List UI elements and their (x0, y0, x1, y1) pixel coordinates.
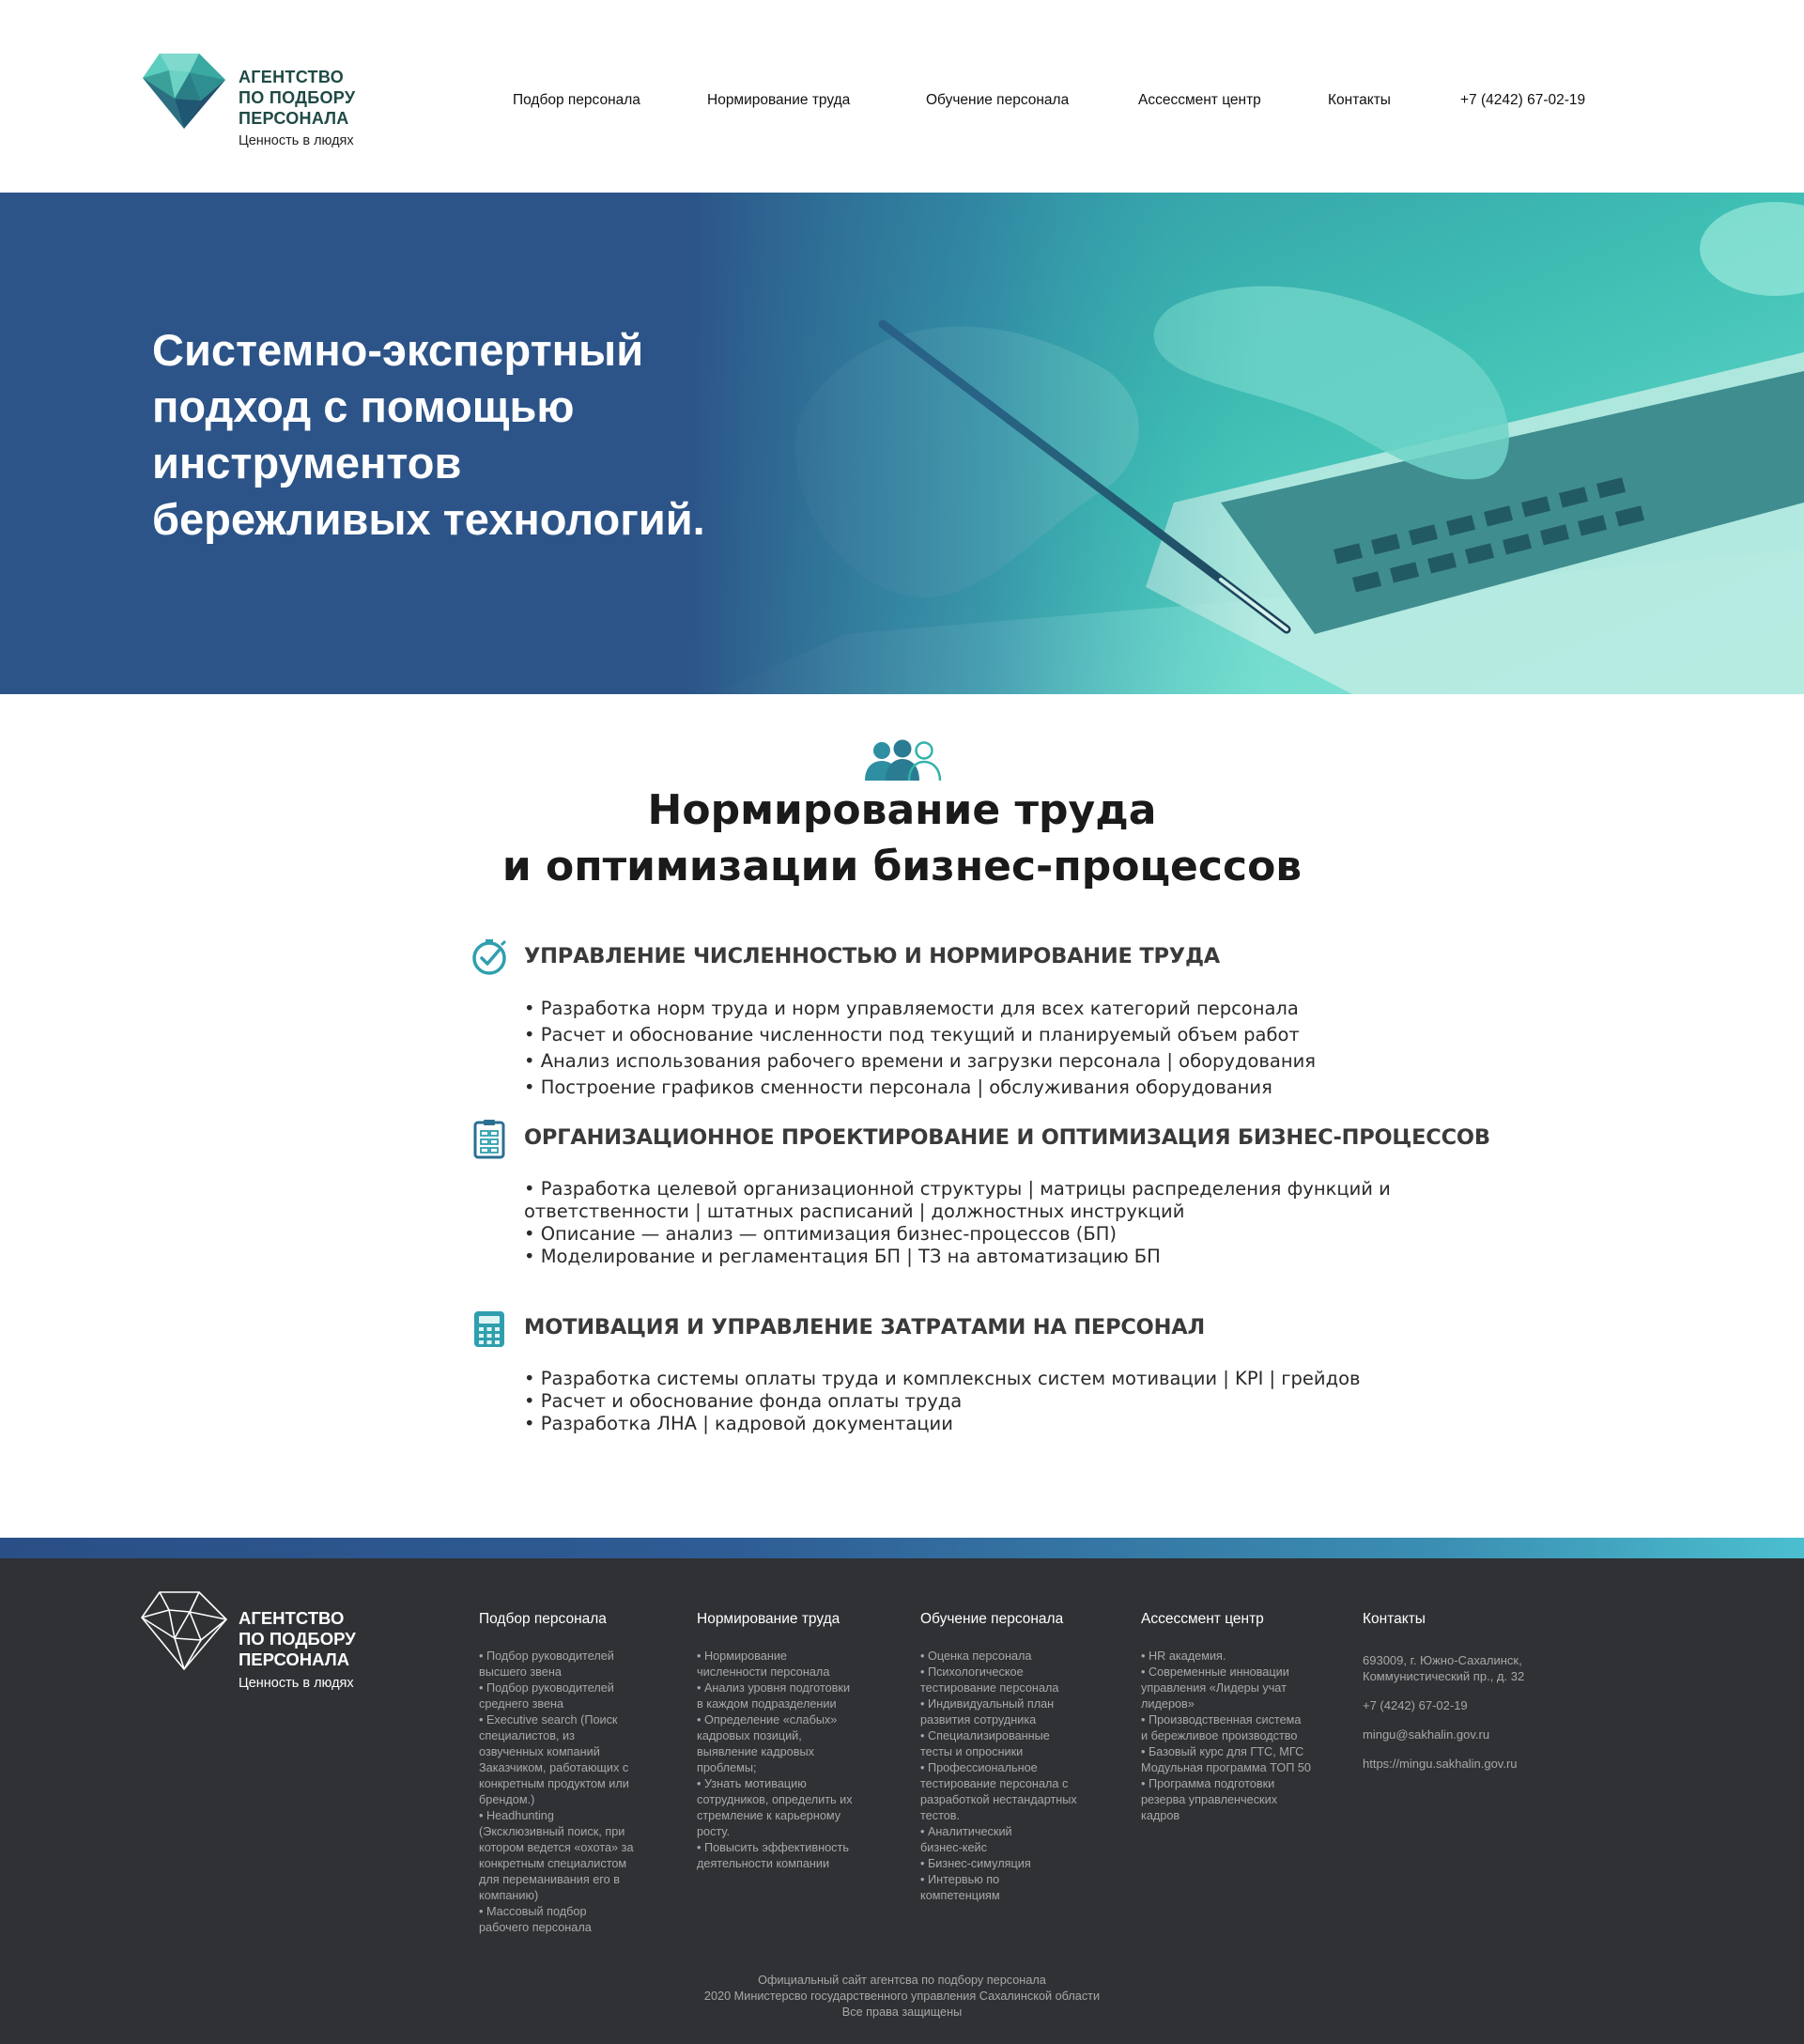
site-footer (0, 1558, 1804, 2044)
hero-banner (0, 193, 1804, 694)
footer-brand-tagline: Ценность в людях (239, 1676, 354, 1691)
nav-link-recruitment[interactable]: Подбор персонала (513, 92, 640, 108)
footer-list-item[interactable]: • Специализированные тесты и опросники (920, 1729, 1050, 1758)
list-item: • Расчет и обоснование фонда оплаты труда (524, 1390, 963, 1412)
footer-column-list (1141, 1649, 1338, 1824)
service-block-headcount (470, 938, 1521, 1107)
footer-list-item[interactable]: • Производственная система и бережливое производство (1141, 1713, 1302, 1742)
list-item: • Анализ использования рабочего времени и загрузки персонала | оборудования (524, 1050, 1316, 1072)
list-item: ответственности | штатных расписаний | должностных инструкций (524, 1200, 1185, 1222)
footer-logo[interactable] (139, 1589, 402, 1702)
footer-list-item[interactable]: • Повысить эффективность деятельности компании (697, 1841, 849, 1870)
brand-name-line: ПЕРСОНАЛА (239, 109, 349, 128)
service-block-heading: ОРГАНИЗАЦИОННОЕ ПРОЕКТИРОВАНИЕ И ОПТИМИЗАЦИЯ БИЗНЕС-ПРОЦЕССОВ (524, 1125, 1490, 1150)
section-title-line: Нормирование труда (647, 786, 1157, 834)
list-item: • Описание — анализ — оптимизация бизнес-процессов (БП) (524, 1223, 1118, 1245)
footer-list-item[interactable]: • Анализ уровня подготовки в каждом подразделении (697, 1681, 851, 1711)
footer-list-item[interactable]: • Бизнес-симуляция (920, 1857, 1031, 1870)
footer-list-item[interactable]: • Психологическое тестирование персонала (920, 1665, 1059, 1695)
footer-list-item[interactable]: • Современные инновации управления «Лидеры учат лидеров» (1141, 1665, 1289, 1711)
service-block-list (524, 1368, 1361, 1435)
hero-title-line: подход с помощью (152, 381, 575, 431)
footer-column-list (920, 1649, 1108, 1904)
brand-tagline: Ценность в людях (239, 133, 354, 148)
brand-name-line: ПЕРСОНАЛА (239, 1649, 350, 1669)
footer-list-item[interactable]: • Headhunting (Эксклюзивный поиск, при котором ведется «охота» за конкретным специалистом для переманивания его в компанию) (479, 1809, 634, 1902)
nav-link-contacts[interactable]: Контакты (1328, 92, 1391, 108)
list-item: • Построение графиков сменности персонала | обслуживания оборудования (524, 1076, 1272, 1098)
clock-check-icon (470, 938, 509, 978)
hero-title-line: бережливых технологий. (152, 494, 705, 544)
footer-copyright-line: Официальный сайт агентсва по подбору персонала (758, 1974, 1046, 1987)
service-block-list (524, 1178, 1391, 1268)
brand-name-line: АГЕНТСТВО (239, 1608, 345, 1628)
footer-list-item[interactable]: • Массовый подбор рабочего персонала (479, 1905, 592, 1934)
service-block-heading: МОТИВАЦИЯ И УПРАВЛЕНИЕ ЗАТРАТАМИ НА ПЕРСОНАЛ (524, 1315, 1205, 1339)
footer-list-item[interactable]: • Интервью по компетенциям (920, 1873, 1000, 1902)
list-item: • Расчет и обоснование численности под текущий и планируемый объем работ (524, 1024, 1300, 1045)
list-item: • Разработка системы оплаты труда и комплексных систем мотивации | KPI | грейдов (524, 1368, 1361, 1389)
nav-phone-link[interactable]: +7 (4242) 67-02-19 (1460, 92, 1586, 108)
footer-list-item[interactable]: • Подбор руководителей высшего звена (479, 1649, 614, 1679)
org-chart-document-icon (470, 1120, 509, 1159)
hero-title (152, 322, 809, 548)
hero-title-line: инструментов (152, 438, 462, 488)
hero-title-line: Системно-экспертный (152, 325, 644, 375)
footer-list-item[interactable]: • Оценка персонала (920, 1649, 1032, 1663)
diamond-logo-icon (139, 1589, 229, 1672)
footer-list-item[interactable]: • Аналитический бизнес-кейс (920, 1825, 1012, 1854)
nav-link-labor-rating[interactable]: Нормирование труда (707, 92, 851, 108)
footer-brand-name (239, 1608, 356, 1670)
footer-column-title[interactable]: Контакты (1363, 1611, 1426, 1627)
brand-name-line: ПО ПОДБОРУ (239, 1629, 356, 1649)
footer-column-title[interactable]: Обучение персонала (920, 1611, 1064, 1627)
footer-column-title[interactable]: Подбор персонала (479, 1611, 607, 1627)
footer-column-contacts (1363, 1611, 1579, 1785)
brand-name-line: ПО ПОДБОРУ (239, 88, 356, 107)
footer-list-item[interactable]: • Подбор руководителей среднего звена (479, 1681, 614, 1711)
service-block-org-design (470, 1120, 1521, 1279)
footer-column-title[interactable]: Ассессмент центр (1141, 1611, 1264, 1627)
footer-phone-link[interactable]: +7 (4242) 67-02-19 (1363, 1698, 1468, 1712)
footer-list-item[interactable]: • HR академия. (1141, 1649, 1226, 1663)
footer-list-item[interactable]: • Executive search (Поиск специалистов, из озвученных компаний Заказчиком, работающих с конкретным продуктом или брендом.) (479, 1713, 629, 1806)
footer-email-link[interactable]: mingu@sakhalin.gov.ru (1363, 1727, 1490, 1742)
people-group-icon (861, 739, 944, 782)
diamond-logo-icon (141, 52, 227, 131)
service-block-motivation (470, 1309, 1521, 1450)
footer-column-title[interactable]: Нормирование труда (697, 1611, 840, 1627)
footer-gradient-bar (0, 1538, 1804, 1558)
footer-copyright-line: Все права защищены (841, 2005, 963, 2019)
footer-site-link[interactable]: https://mingu.sakhalin.gov.ru (1363, 1757, 1518, 1771)
footer-column-training (920, 1611, 1108, 1904)
list-item: • Разработка целевой организационной структуры | матрицы распределения функций и (524, 1178, 1391, 1200)
brand-name-line: АГЕНТСТВО (239, 68, 345, 86)
footer-copyright-line: 2020 Министерсво государственного управления Сахалинской области (703, 1990, 1101, 2003)
list-item: • Моделирование и регламентация БП | ТЗ на автоматизацию БП (524, 1246, 1161, 1267)
footer-column-list (479, 1649, 657, 1936)
footer-list-item[interactable]: • Программа подготовки резерва управленческих кадров (1141, 1777, 1278, 1822)
list-item: • Разработка ЛНА | кадровой документации (524, 1413, 953, 1434)
footer-column-list (697, 1649, 885, 1872)
nav-link-assessment[interactable]: Ассессмент центр (1138, 92, 1261, 108)
nav-link-training[interactable]: Обучение персонала (926, 92, 1070, 108)
footer-list-item[interactable]: • Определение «слабых» кадровых позиций, выявление кадровых проблемы; (697, 1713, 838, 1774)
section-title-line: и оптимизации бизнес-процессов (501, 843, 1303, 890)
service-block-heading: УПРАВЛЕНИЕ ЧИСЛЕННОСТЬЮ И НОРМИРОВАНИЕ ТРУДА (524, 944, 1220, 968)
site-header (0, 0, 1804, 193)
footer-list-item[interactable]: • Нормирование численности персонала (697, 1649, 830, 1679)
footer-address: 693009, г. Южно-Сахалинск, Коммунистический пр., д. 32 (1363, 1653, 1525, 1683)
footer-list-item[interactable]: • Индивидуальный план развития сотрудника (920, 1697, 1055, 1727)
calculator-icon (470, 1309, 509, 1349)
footer-copyright (0, 1973, 1804, 2021)
section-title (0, 782, 1804, 895)
footer-list-item[interactable]: • Профессиональное тестирование персонала с разработкой нестандартных тестов. (920, 1761, 1077, 1822)
footer-column-assessment (1141, 1611, 1338, 1824)
footer-column-recruitment (479, 1611, 657, 1936)
main-nav (0, 92, 1804, 116)
footer-list-item[interactable]: • Базовый курс для ГТС, МГС Модульная программа ТОП 50 (1141, 1745, 1311, 1774)
service-block-list (524, 996, 1316, 1101)
footer-column-labor-rating (697, 1611, 885, 1872)
footer-list-item[interactable]: • Узнать мотивацию сотрудников, определить их стремление к карьерному росту. (697, 1777, 853, 1838)
list-item: • Разработка норм труда и норм управляемости для всех категорий персонала (524, 998, 1299, 1019)
